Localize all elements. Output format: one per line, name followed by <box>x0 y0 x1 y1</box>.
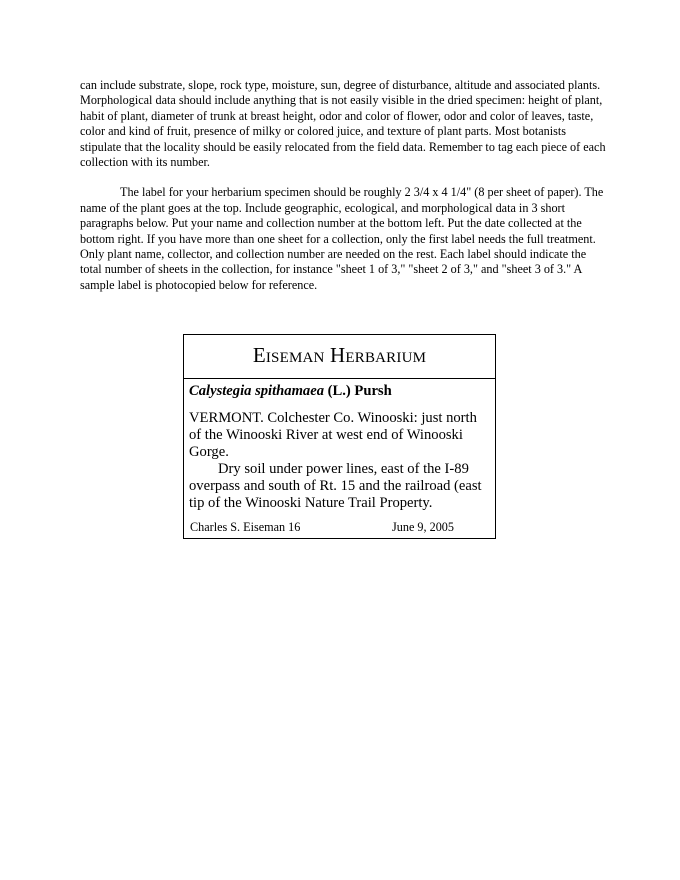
label-title: Eiseman Herbarium <box>184 335 495 379</box>
geographic-data: VERMONT. Colchester Co. Winooski: just north of the Winooski River at west end of Winooski Gorge. <box>189 410 477 460</box>
label-footer <box>190 520 454 534</box>
paragraph-collection-data: can include substrate, slope, rock type, moisture, sun, degree of disturbance, altitude and associated plants. Morphological data should include anything that is not easily visible in the dried specimen: height of plant, habit of plant, diameter of trunk at breast height, odor and color of flower, odor and color of leaves, taste, color and kind of fruit, presence of milky or colored juice, and texture of plant parts. Most botanists stipulate that the locality should be easily relocated from the field data. Remember to tag each piece of each collection with its number. <box>80 78 606 170</box>
paragraph-label-instructions: The label for your herbarium specimen should be roughly 2 3/4 x 4 1/4" (8 per sheet of paper). The name of the plant goes at the top. Include geographic, ecological, and morphological data in 3 short paragraphs below. Put your name and collection number at the bottom left. Put the date collected at the bottom right. If you have more than one sheet for a collection, only the first label needs the full treatment. Only plant name, collector, and collection number are needed on the rest. Each label should indicate the total number of sheets in the collection, for instance "sheet 1 of 3," "sheet 2 of 3," and "sheet 3 of 3." A sample label is photocopied below for reference. <box>80 185 604 292</box>
document-body <box>80 78 606 293</box>
species-authority: (L.) Pursh <box>327 383 392 399</box>
species-name: Calystegia spithamaea <box>189 383 324 399</box>
label-body <box>184 379 495 512</box>
sample-herbarium-label <box>183 334 496 539</box>
ecological-data: Dry soil under power lines, east of the I-89 overpass and south of Rt. 15 and the railroad (east tip of the Winooski Nature Trail Property. <box>189 461 482 511</box>
collection-date: June 9, 2005 <box>392 520 454 534</box>
collector-and-number: Charles S. Eiseman 16 <box>190 520 301 534</box>
plant-name <box>189 383 489 400</box>
